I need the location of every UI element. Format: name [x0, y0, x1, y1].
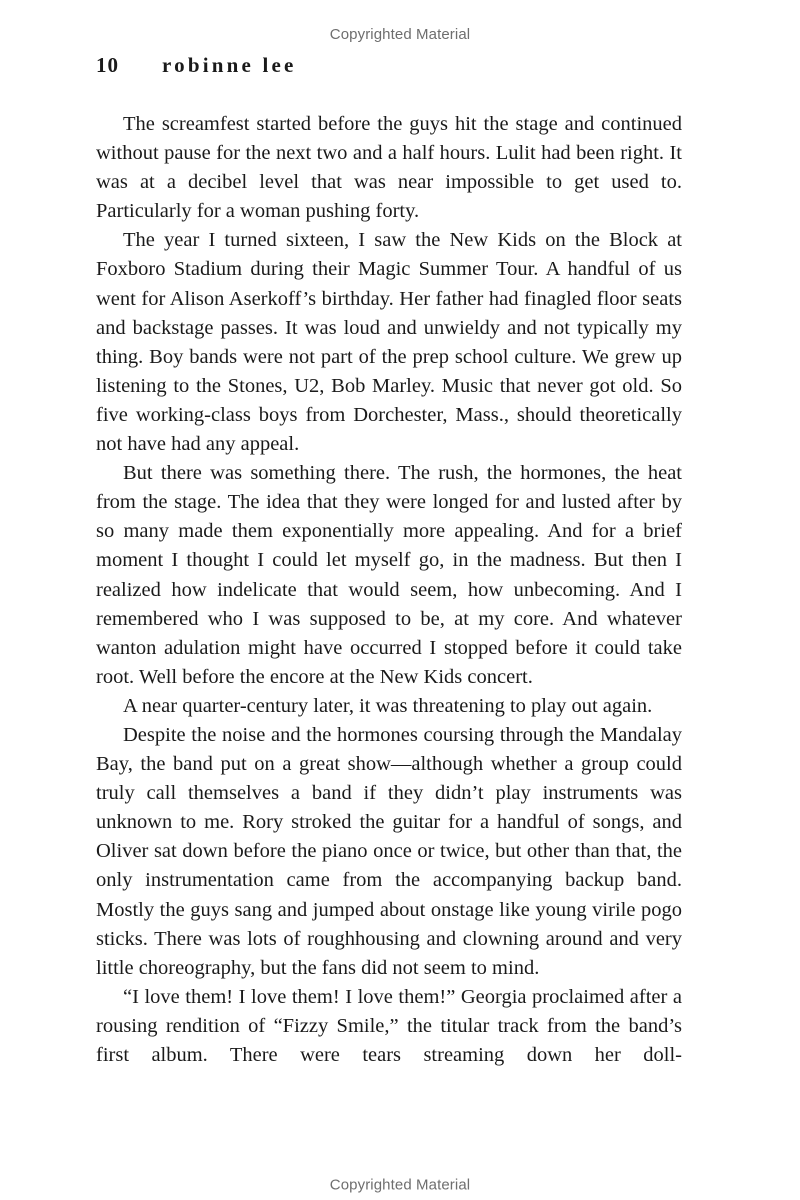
page-number: 10	[96, 53, 119, 77]
paragraph: “I love them! I love them! I love them!” Georgia proclaimed after a rousing rendition of “Fizzy Smile,” the titular track from the band’s first album. There were tears streaming down her doll-	[96, 985, 682, 1066]
paragraph: Despite the noise and the hormones coursing through the Mandalay Bay, the band put on a great show—although whether a group could truly call themselves a band if they didn’t play instruments was unknown to me. Rory stroked the guitar for a handful of songs, and Oliver sat down before the piano once or twice, but other than that, the only instrumentation came from the accompanying backup band. Mostly the guys sang and jumped about onstage like young virile pogo sticks. There was lots of roughhousing and clowning around and very little choreography, but the fans did not seem to mind.	[96, 723, 682, 979]
copyright-watermark-top: Copyrighted Material	[329, 26, 471, 43]
copyright-watermark-bottom: Copyrighted Material	[329, 1176, 471, 1194]
author-name: robinne lee	[162, 53, 297, 77]
running-head	[96, 53, 297, 78]
paragraph: But there was something there. The rush, the hormones, the heat from the stage. The idea that they were longed for and lusted after by so many made them exponentially more appealing. And for a brief moment I thought I could let myself go, in the madness. But then I realized how indelicate that would seem, how unbecoming. And I remembered who I was supposed to be, at my core. And whatever wanton adulation might have occurred I stopped before it could take root. Well before the encore at the New Kids concert.	[96, 462, 682, 688]
paragraph: The year I turned sixteen, I saw the New Kids on the Block at Foxboro Stadium during their Magic Summer Tour. A handful of us went for Alison Aserkoff’s birthday. Her father had finagled floor seats and backstage passes. It was loud and unwieldy and not typically my thing. Boy bands were not part of the prep school culture. We grew up listening to the Stones, U2, Bob Marley. Music that never got old. So five working-class boys from Dorchester, Mass., should theoretically not have had any appeal.	[96, 229, 682, 456]
paragraph: A near quarter-century later, it was threatening to play out again.	[123, 694, 653, 717]
body-text	[96, 110, 682, 1070]
paragraph: The screamfest started before the guys hit the stage and continued without pause for the next two and a half hours. Lulit had been right. It was at a decibel level that was near impossible to get used to. Particularly for a woman pushing forty.	[96, 113, 682, 223]
